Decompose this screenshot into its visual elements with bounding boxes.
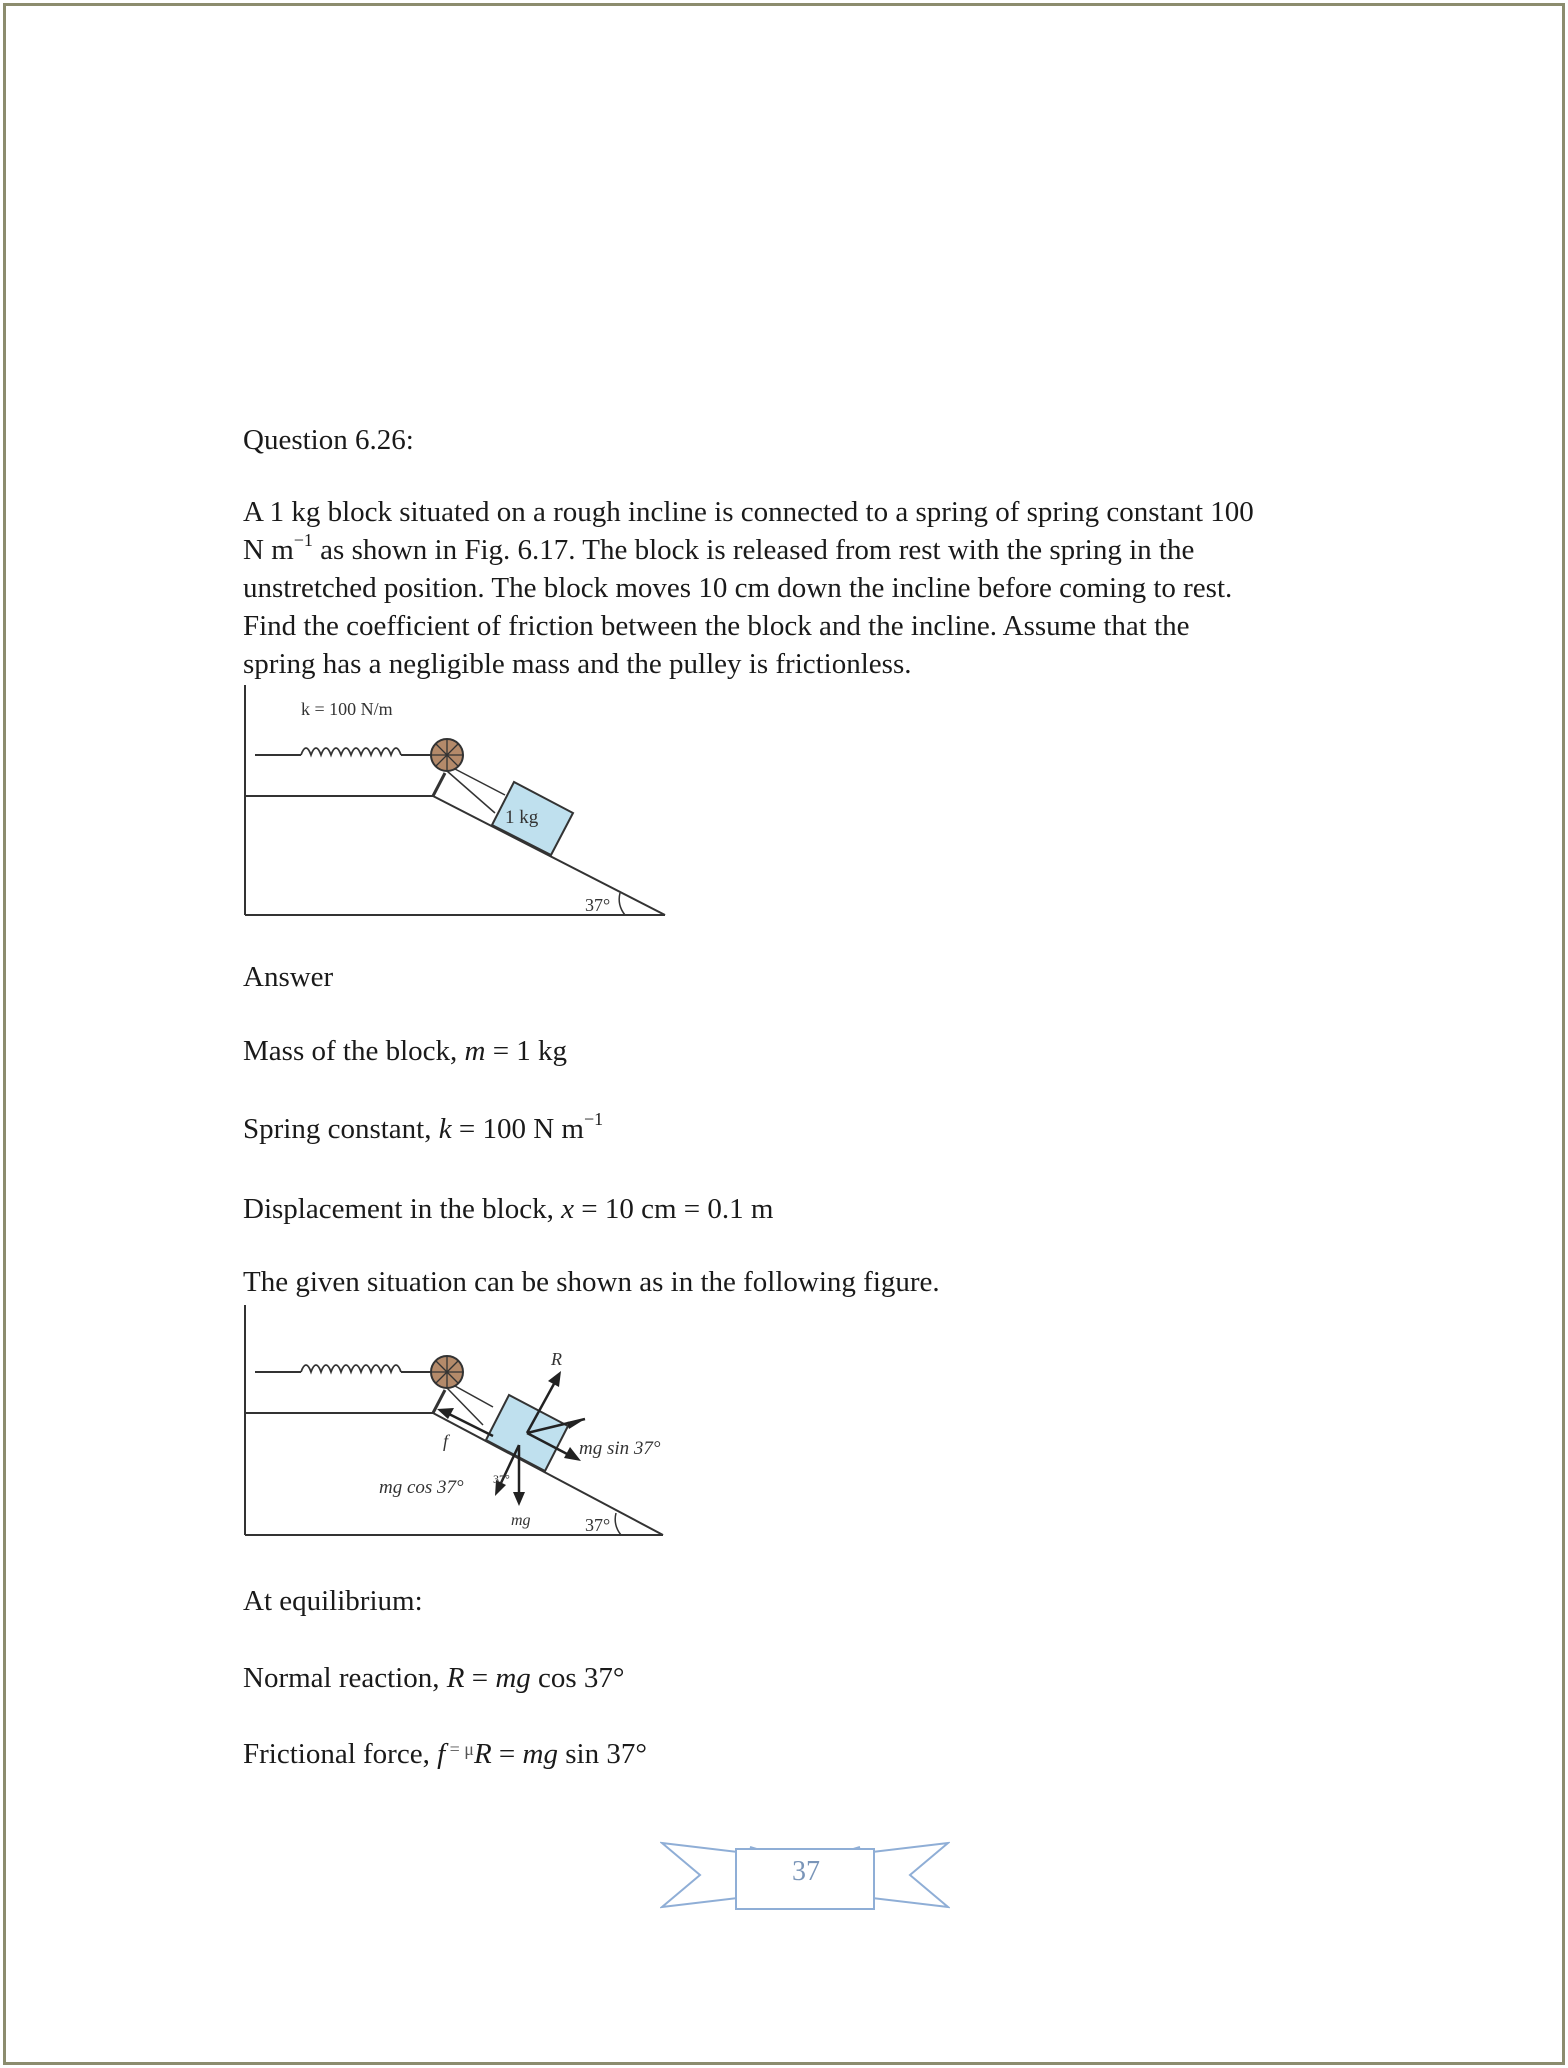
displacement-line: Displacement in the block, x = 10 cm = 0.1 m xyxy=(243,1193,774,1225)
mass-line: Mass of the block, m = 1 kg xyxy=(243,1035,568,1067)
situation-line: The given situation can be shown as in the following figure. xyxy=(243,1266,940,1298)
mg-sin-label: mg sin 37° xyxy=(579,1438,661,1459)
angle-label-2: 37° xyxy=(585,1515,611,1535)
angle-label: 37° xyxy=(585,895,611,915)
mg-cos-label: mg cos 37° xyxy=(379,1477,464,1498)
equilibrium-heading: At equilibrium: xyxy=(243,1585,423,1617)
frictional-force-line: Frictional force, f $^{= \mu}$R = mg sin 37° xyxy=(243,1738,647,1770)
incline-figure-1 xyxy=(243,683,673,919)
unit-n-m: N m xyxy=(243,534,294,566)
question-line-1: A 1 kg block situated on a rough incline is connected to a spring of spring constant 100 xyxy=(243,496,1254,528)
unit-exponent: −1 xyxy=(293,530,313,551)
question-line-2-rest: as shown in Fig. 6.17. The block is released from rest with the spring in the xyxy=(320,534,1195,566)
question-line-5: spring has a negligible mass and the pulley is frictionless. xyxy=(243,648,912,680)
spring-constant-line: Spring constant, k = 100 N $m^{-1}$ xyxy=(243,1109,604,1145)
question-line-3: unstretched position. The block moves 10 cm down the incline before coming to rest. xyxy=(243,572,1233,604)
friction-label: f xyxy=(443,1431,449,1451)
force-diagram-figure-2 xyxy=(243,1303,703,1539)
mass-variable: m xyxy=(464,1035,486,1067)
displacement-variable: x xyxy=(561,1193,574,1225)
block-label: 1 kg xyxy=(505,807,539,828)
mg-sin-arrow xyxy=(567,1419,585,1429)
spring-coil-2 xyxy=(301,1365,401,1372)
spring-variable: k xyxy=(438,1113,452,1145)
question-title: Question 6.26: xyxy=(243,424,414,456)
page-border xyxy=(3,3,1565,2065)
small-angle-label: 37° xyxy=(493,1472,510,1486)
mg-arrow xyxy=(513,1492,525,1506)
question-text xyxy=(243,493,1393,683)
page-number: 37 xyxy=(792,1856,820,1887)
question-line-2 xyxy=(243,531,1393,569)
answer-heading: Answer xyxy=(243,961,334,993)
normal-reaction-line: Normal reaction, R = mg cos 37° xyxy=(243,1662,625,1694)
spring-constant-label: k = 100 N/m xyxy=(301,699,393,719)
normal-force-label: R xyxy=(551,1349,562,1369)
mg-label: mg xyxy=(511,1512,531,1529)
spring-coil xyxy=(301,748,401,755)
question-line-4: Find the coefficient of friction between the block and the incline. Assume that the xyxy=(243,610,1190,642)
